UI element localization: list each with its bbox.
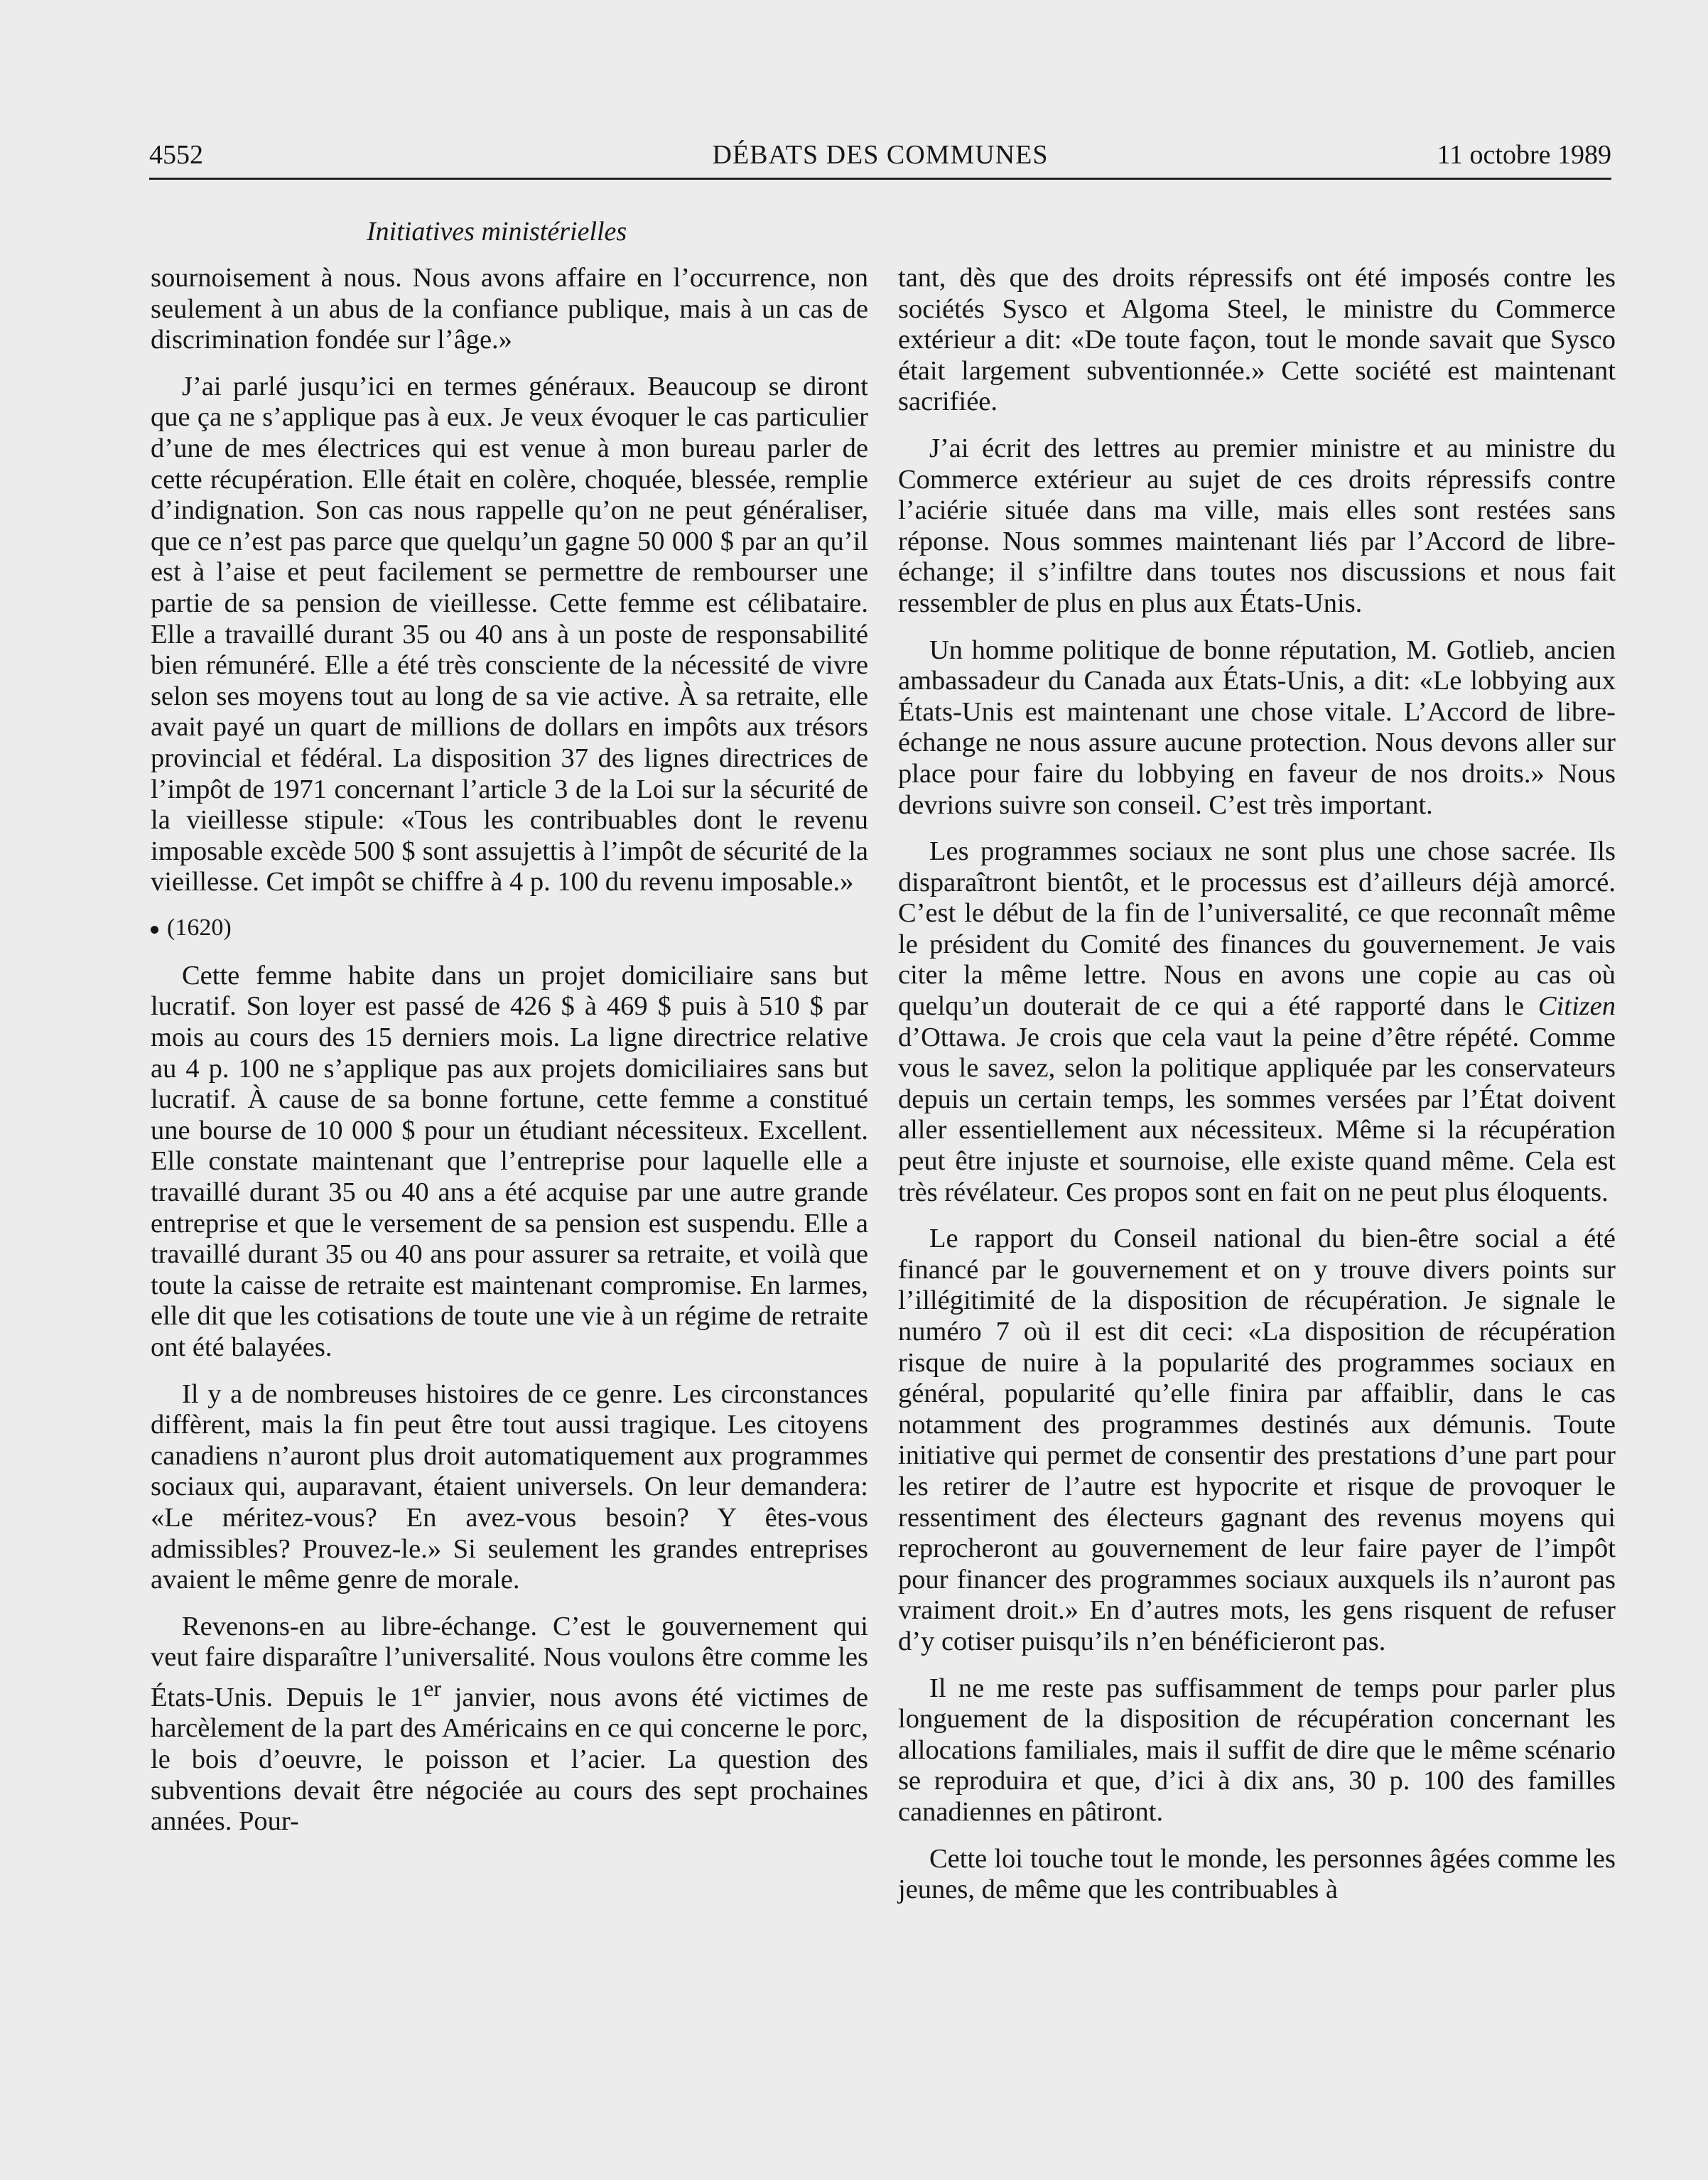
text-run: d’Ottawa. Je crois que cela vaut la peine d’être répété. Comme vous le savez, selon la politique appliquée par les conservateurs depuis un certain temps, les sommes versées par l’État doivent aller essentiellement aux nécessiteux. Même si la récupération peut être injuste et sournoise, elle existe quand même. Cela est très révélateur. Ces propos sont en fait on ne peut plus éloquents.	[898, 1022, 1616, 1207]
section-title: Initiatives ministérielles	[367, 217, 627, 247]
left-column	[151, 263, 868, 1853]
paragraph	[898, 836, 1616, 1208]
newspaper-name: Citizen	[1537, 991, 1616, 1022]
issue-date: 11 octobre 1989	[1437, 140, 1611, 170]
paragraph: Cette loi touche tout le monde, les personnes âgées comme les jeunes, de même que les contribuables à	[898, 1843, 1616, 1905]
page-header	[149, 135, 1611, 180]
text-run: Revenons-en au libre-échange. C’est le gouvernement qui veut faire disparaître l’universalité. Nous voulons être comme les États-Unis. Depuis le 1	[151, 1611, 868, 1712]
paragraph: Il y a de nombreuses histoires de ce genre. Les circonstances diffèrent, mais la fin peut être tout aussi tragique. Les citoyens canadiens n’auront plus droit automatiquement aux programmes sociaux qui, auparavant, étaient universels. On leur demandera: «Le méritez-vous? En avez-vous besoin? Y êtes-vous admissibles? Prouvez-le.» Si seulement les grandes entreprises avaient le même genre de morale.	[151, 1378, 868, 1595]
paragraph: Un homme politique de bonne réputation, M. Gotlieb, ancien ambassadeur du Canada aux États-Unis, a dit: «Le lobbying aux États-Unis est maintenant une chose vitale. L’Accord de libre-échange ne nous assure aucune protection. Nous devons aller sur place pour faire du lobbying en faveur de nos droits.» Nous devrions suivre son conseil. C’est très important.	[898, 635, 1616, 820]
text-run: janvier, nous avons été victimes de harcèlement de la part des Américains en ce qui concerne le porc, le bois d’oeuvre, le poisson et l’acier. La question des subventions devait être négociée au cours des sept prochaines années. Pour-	[151, 1682, 868, 1837]
paragraph: Le rapport du Conseil national du bien-être social a été financé par le gouvernement et on y trouve divers points sur l’illégitimité de la disposition de récupération. Je signale le numéro 7 où il est dit ceci: «La disposition de récupération risque de nuire à la popularité des programmes sociaux en général, popularité qu’elle finira par affaiblir, dans le cas notamment des programmes destinés aux démunis. Toute initiative qui permet de consentir des prestations d’une part pour les retirer de l’autre est hypocrite et risque de provoquer le ressentiment des électeurs gagnant des revenus moyens qui reprocheront au gouvernement de leur faire payer de l’impôt pour financer des programmes sociaux auxquels ils n’auront pas vraiment droit.» En d’autres mots, les gens risquent de refuser d’y cotiser puisqu’ils n’en bénéficieront pas.	[898, 1224, 1616, 1656]
timestamp-text: (1620)	[167, 914, 232, 941]
paragraph: Cette femme habite dans un projet domiciliaire sans but lucratif. Son loyer est passé de 426 $ à 469 $ puis à 510 $ par mois au cours des 15 derniers mois. La ligne directrice relative au 4 p. 100 ne s’applique pas aux projets domiciliaires sans but lucratif. À cause de sa bonne fortune, cette femme a constitué une bourse de 10 000 $ pour un étudiant nécessiteux. Excellent. Elle constate maintenant que l’entreprise pour laquelle elle a travaillé durant 35 ou 40 ans a été acquise par une autre grande entreprise et que le versement de sa pension est suspendu. Elle a travaillé durant 35 ou 40 ans pour assurer sa retraite, et voilà que toute la caisse de retraite est maintenant compromise. En larmes, elle dit que les cotisations de toute une vie à un régime de retraite ont été balayées.	[151, 960, 868, 1362]
text-run: Les programmes sociaux ne sont plus une chose sacrée. Ils disparaîtront bientôt, et le processus est d’ailleurs déjà amorcé. C’est le début de la fin de l’universalité, ce que reconnaît même le président du Comité des finances du gouvernement. Je vais citer la même lettre. Nous en avons une copie au cas où quelqu’un douterait de ce qui a été rapporté dans le	[898, 836, 1616, 1022]
superscript: er	[423, 1675, 442, 1701]
right-column	[898, 263, 1616, 1921]
paragraph: tant, dès que des droits répressifs ont été imposés contre les sociétés Sysco et Algoma Steel, le ministre du Commerce extérieur a dit: «De toute façon, tout le monde savait que Sysco était largement subventionnée.» Cette société est maintenant sacrifiée.	[898, 263, 1616, 417]
bullet-icon	[151, 926, 158, 934]
paragraph	[151, 1612, 868, 1838]
journal-title: DÉBATS DES COMMUNES	[712, 140, 1049, 170]
page-number: 4552	[149, 140, 203, 170]
paragraph: J’ai parlé jusqu’ici en termes généraux. Beaucoup se diront que ça ne s’applique pas à eux. Je veux évoquer le cas particulier d’une de mes électrices qui est venue à mon bureau parler de cette récupération. Elle était en colère, choquée, blessée, remplie d’indignation. Son cas nous rappelle qu’on ne peut généraliser, que ce n’est pas parce que quelqu’un gagne 50 000 $ par an qu’il est à l’aise et peut facilement se permettre de rembourser une partie de sa pension de vieillesse. Cette femme est célibataire. Elle a travaillé durant 35 ou 40 ans à un poste de responsabilité bien rémunéré. Elle a été très consciente de la nécessité de vivre selon ses moyens tout au long de sa vie active. À sa retraite, elle avait payé un quart de millions de dollars en impôts aux trésors provincial et fédéral. La disposition 37 des lignes directrices de l’impôt de 1971 concernant l’article 3 de la Loi sur la sécurité de la vieillesse stipule: «Tous les contribuables dont le revenu imposable excède 500 $ sont assujettis à l’impôt de sécurité de la vieillesse. Cet impôt se chiffre à 4 p. 100 du revenu imposable.»	[151, 371, 868, 897]
timestamp-marker	[151, 914, 868, 942]
paragraph: Il ne me reste pas suffisamment de temps pour parler plus longuement de la disposition de récupération concernant les allocations familiales, mais il suffit de dire que le même scénario se reproduira et que, d’ici à dix ans, 30 p. 100 des familles canadiennes en pâtiront.	[898, 1673, 1616, 1827]
paragraph: sournoisement à nous. Nous avons affaire en l’occurrence, non seulement à un abus de la confiance publique, mais à un cas de discrimination fondée sur l’âge.»	[151, 263, 868, 355]
paragraph: J’ai écrit des lettres au premier ministre et au ministre du Commerce extérieur au sujet de ces droits répressifs contre l’aciérie située dans ma ville, mais elles sont restées sans réponse. Nous sommes maintenant liés par l’Accord de libre-échange; il s’infiltre dans toutes nos discussions et nous fait ressembler de plus en plus aux États-Unis.	[898, 433, 1616, 618]
